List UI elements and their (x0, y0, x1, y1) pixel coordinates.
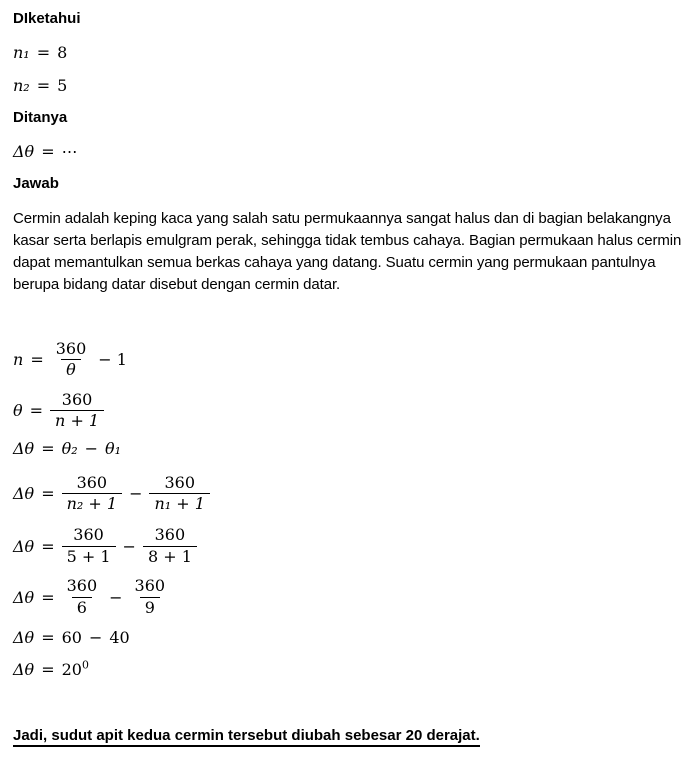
minus-sign: − (109, 587, 123, 607)
jawab-heading: Jawab (13, 175, 59, 192)
fraction (50, 391, 104, 431)
simplified-lhs: Δθ (13, 587, 35, 607)
numerator: 360 (73, 525, 104, 545)
conclusion-statement (13, 727, 682, 747)
denominator: 8 + 1 (143, 546, 197, 566)
fraction (51, 340, 92, 380)
explanation-paragraph: Cermin adalah keping kaca yang salah satu permukaannya sangat halus dan di bagian belakangnya kasar serta berlapis emulgram perak, sehingga tidak tembus cahaya. Bagian permukaan halus cermin dapat memantulkan semua berkas cahaya yang datang. Suatu cermin yang permukaan pantulnya berupa bidang datar disebut dengan cermin datar. (13, 210, 682, 293)
theta2-term: θ₂ (61, 439, 78, 459)
result-superscript: 0 (81, 659, 89, 673)
given-n2-variable: n₂ (13, 75, 30, 95)
given-n1-value: 8 (57, 42, 68, 62)
denominator: 9 (140, 597, 160, 617)
numerator: 360 (61, 389, 93, 409)
simplified-fractions-equation (13, 577, 682, 617)
difference-lhs: Δθ (13, 628, 35, 648)
ditanya-heading: Ditanya (13, 109, 68, 126)
numerator: 360 (76, 472, 108, 492)
asked-value: ⋯ (61, 141, 78, 161)
denominator: 5 + 1 (62, 546, 116, 566)
denominator: n + 1 (50, 410, 104, 430)
result-value (62, 660, 89, 679)
substitution-values-equation (13, 526, 682, 566)
minus-sign: − (122, 536, 136, 556)
equals-sign: = (30, 350, 44, 370)
numerator: 360 (66, 576, 98, 596)
result-lhs: Δθ (13, 660, 35, 680)
conclusion-text: Jadi, sudut apit kedua cermin tersebut diubah sebesar 20 derajat. (13, 727, 480, 747)
equals-sign: = (41, 660, 55, 680)
equals-sign: = (41, 628, 55, 648)
formula-n-lhs: n (13, 350, 24, 370)
difference-term1: 60 (61, 628, 82, 648)
substitution-general-equation (13, 474, 682, 514)
given-n1 (13, 43, 682, 61)
equals-sign: = (41, 483, 55, 503)
denominator: n₂ + 1 (62, 493, 122, 513)
equals-sign: = (41, 141, 55, 161)
fraction (130, 577, 171, 617)
denominator: 6 (72, 597, 92, 617)
fraction (62, 526, 116, 566)
fraction (62, 474, 122, 514)
numerator: 360 (55, 339, 87, 358)
equals-sign: = (29, 401, 44, 421)
denominator: θ (61, 359, 81, 379)
given-n2-value: 5 (57, 75, 68, 95)
minus-sign: − (129, 483, 143, 503)
equations-block (13, 340, 682, 680)
fraction (149, 474, 209, 514)
denominator: n₁ + 1 (149, 493, 209, 513)
formula-n-tail: − 1 (98, 350, 127, 370)
equals-sign: = (36, 75, 51, 95)
minus-sign: − (84, 439, 99, 459)
formula-theta-lhs: θ (13, 401, 23, 421)
diketahui-heading: DIketahui (13, 10, 81, 27)
result-equation (13, 660, 682, 680)
numerator: 360 (134, 576, 166, 596)
equals-sign: = (41, 587, 55, 607)
numerator: 360 (164, 472, 195, 492)
difference-term2: 40 (109, 628, 130, 648)
equals-sign: = (41, 439, 55, 459)
result-base: 20 (61, 660, 82, 680)
fraction (143, 526, 197, 566)
equals-sign: = (36, 42, 51, 62)
sub-values-lhs: Δθ (13, 536, 35, 556)
given-n2 (13, 76, 682, 94)
fraction (62, 577, 103, 617)
formula-theta-equation (13, 391, 682, 431)
asked-equation (13, 142, 682, 160)
theta1-term: θ₁ (105, 439, 122, 459)
delta-def-lhs: Δθ (13, 439, 35, 459)
minus-sign: − (88, 628, 103, 648)
equals-sign: = (41, 536, 55, 556)
given-n1-variable: n₁ (13, 42, 30, 62)
delta-theta-definition-equation (13, 439, 682, 459)
difference-equation (13, 628, 682, 648)
numerator: 360 (154, 525, 186, 545)
formula-n-equation (13, 340, 682, 380)
sub-general-lhs: Δθ (13, 483, 35, 503)
asked-variable: Δθ (13, 141, 35, 161)
